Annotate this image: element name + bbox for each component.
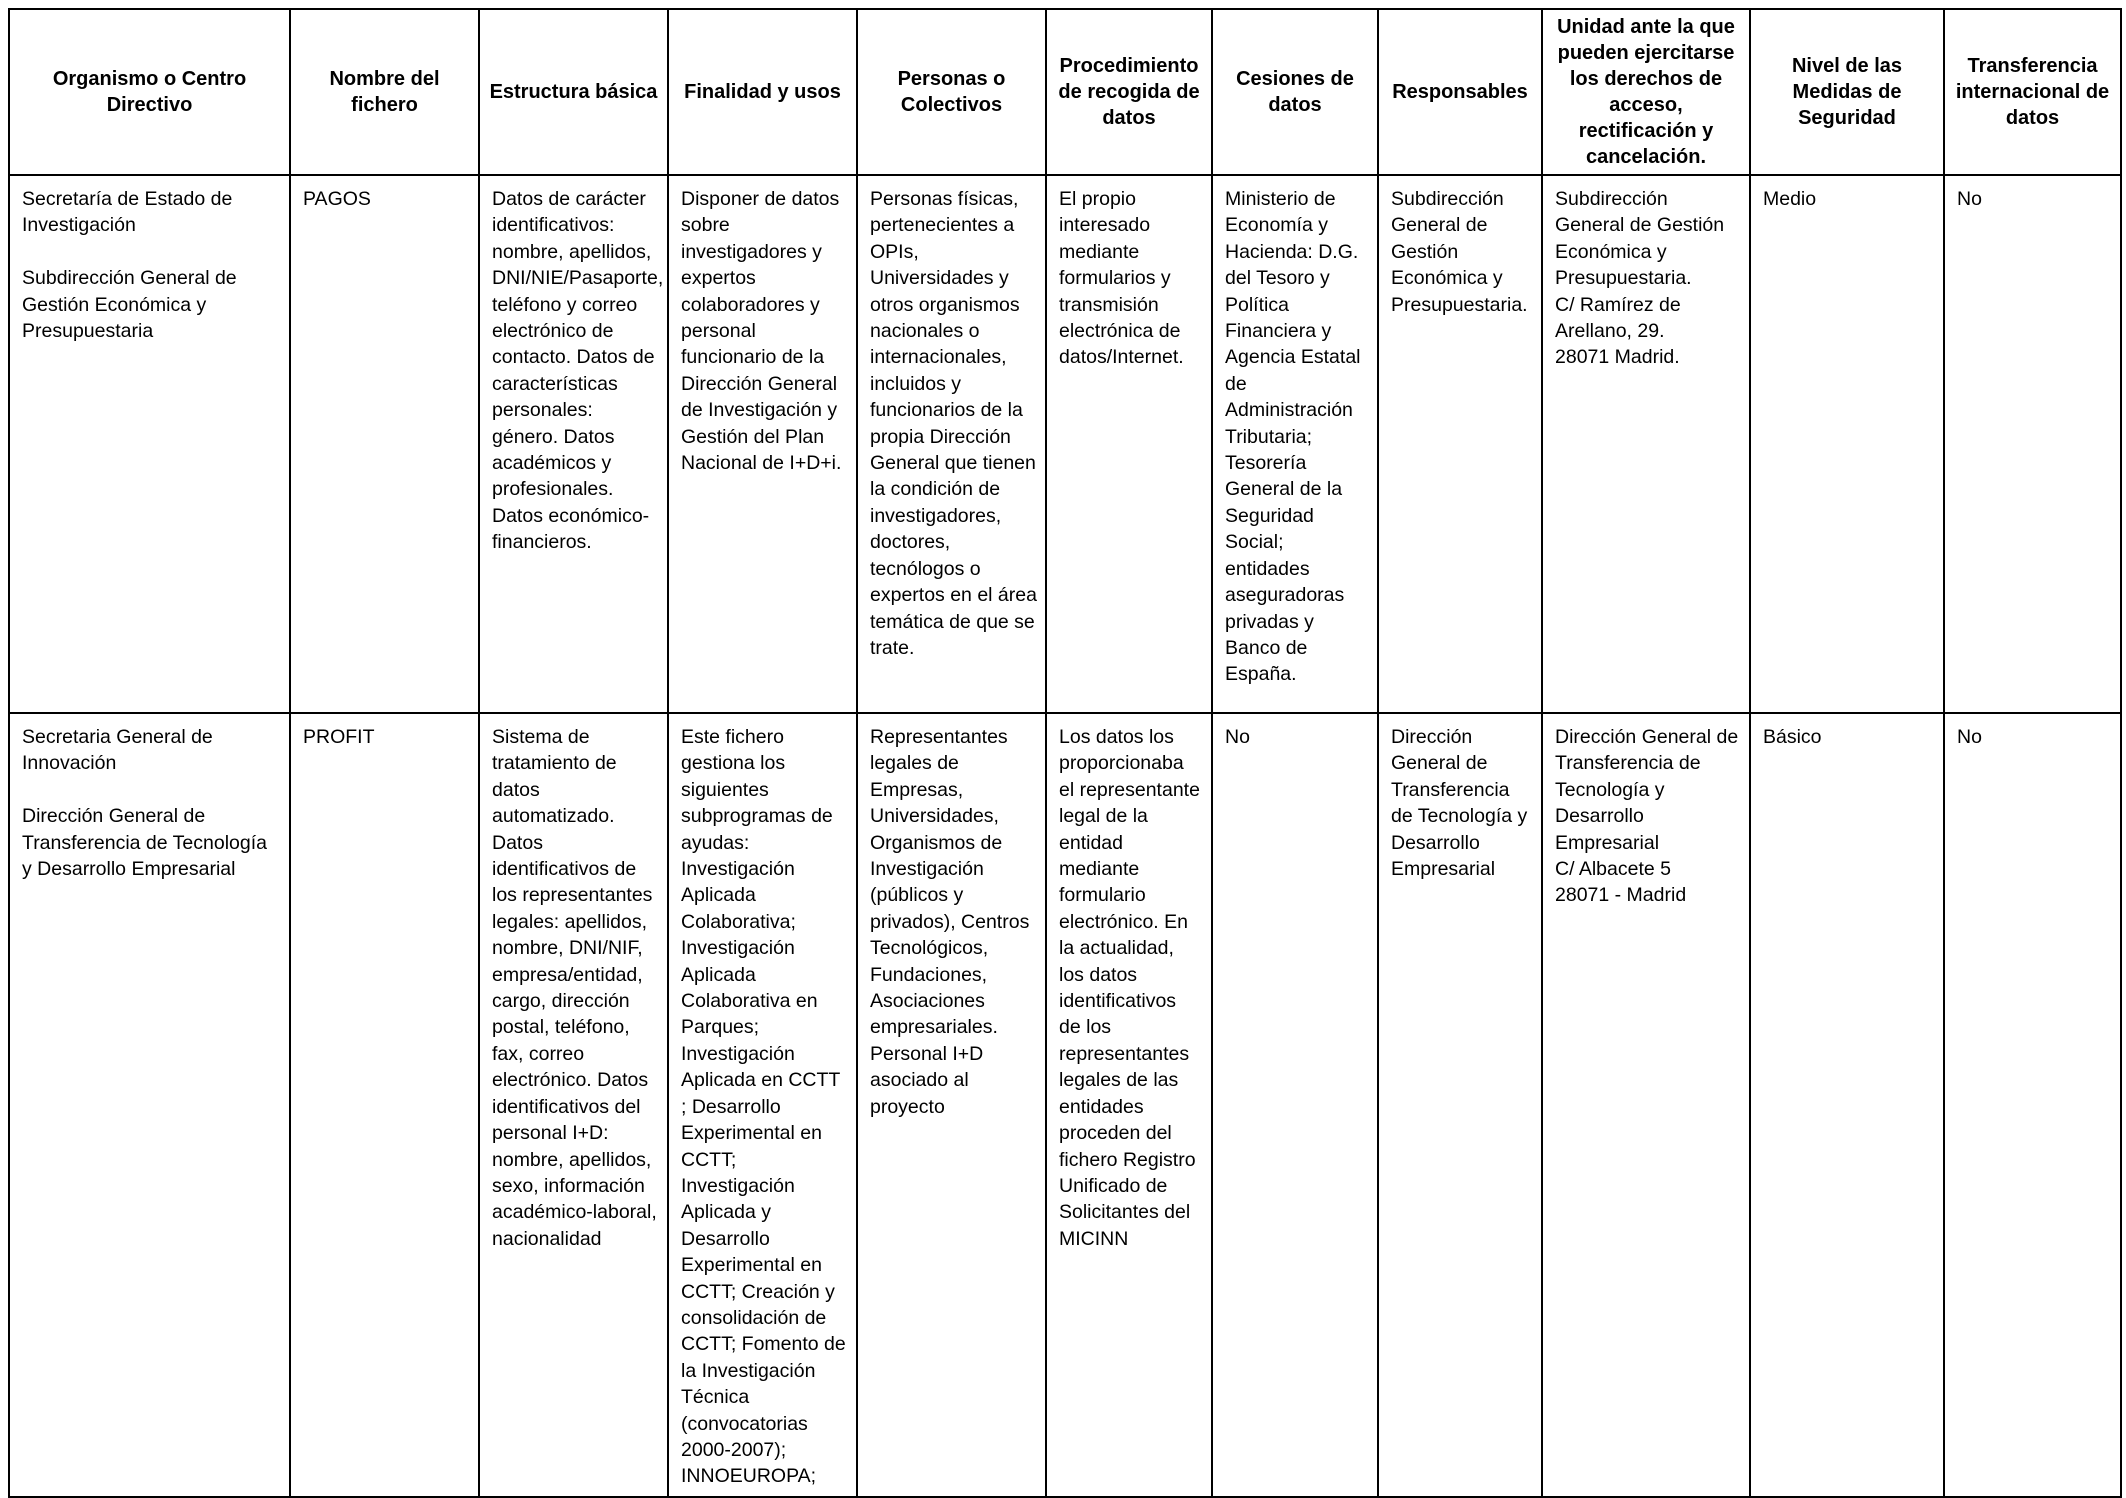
header-cesiones: Cesiones de datos xyxy=(1212,9,1378,175)
cell-responsables: Subdirección General de Gestión Económica y Presupuestaria. xyxy=(1378,175,1542,713)
cell-cesiones: Ministerio de Economía y Hacienda: D.G. del Tesoro y Política Financiera y Agencia Estatal de Administración Tributaria; Tesorería General de la Seguridad Social; entidades aseguradoras privadas y Banco de España. xyxy=(1212,175,1378,713)
header-procedimiento: Procedimiento de recogida de datos xyxy=(1046,9,1212,175)
cell-nivel: Básico xyxy=(1750,713,1944,1497)
cell-estructura: Datos de carácter identificativos: nombre, apellidos, DNI/NIE/Pasaporte, teléfono y correo electrónico de contacto. Datos de características personales: género. Datos académicos y profesionales. Datos económico-financieros. xyxy=(479,175,668,713)
cell-organismo: Secretaria General de Innovación Dirección General de Transferencia de Tecnología y Desarrollo Empresarial xyxy=(9,713,290,1497)
cell-procedimiento: El propio interesado mediante formularios y transmisión electrónica de datos/Internet. xyxy=(1046,175,1212,713)
cell-nivel: Medio xyxy=(1750,175,1944,713)
cell-transferencia: No xyxy=(1944,175,2121,713)
cell-organismo: Secretaría de Estado de Investigación Subdirección General de Gestión Económica y Presupuestaria xyxy=(9,175,290,713)
cell-unidad: Dirección General de Transferencia de Tecnología y Desarrollo Empresarial C/ Albacete 5 28071 - Madrid xyxy=(1542,713,1750,1497)
header-transferencia: Transferencia internacional de datos xyxy=(1944,9,2121,175)
header-unidad: Unidad ante la que pueden ejercitarse los derechos de acceso, rectificación y cancelación. xyxy=(1542,9,1750,175)
table-header-row xyxy=(9,9,2121,175)
header-nivel-seguridad: Nivel de las Medidas de Seguridad xyxy=(1750,9,1944,175)
cell-estructura: Sistema de tratamiento de datos automatizado. Datos identificativos de los representantes legales: apellidos, nombre, DNI/NIF, empresa/entidad, cargo, dirección postal, teléfono, fax, correo electrónico. Datos identificativos del personal I+D: nombre, apellidos, sexo, información académico-laboral, nacionalidad xyxy=(479,713,668,1497)
header-personas: Personas o Colectivos xyxy=(857,9,1046,175)
cell-transferencia: No xyxy=(1944,713,2121,1497)
data-files-table xyxy=(8,8,2122,1498)
cell-responsables: Dirección General de Transferencia de Tecnología y Desarrollo Empresarial xyxy=(1378,713,1542,1497)
cell-finalidad: Este fichero gestiona los siguientes subprogramas de ayudas: Investigación Aplicada Colaborativa; Investigación Aplicada Colaborativa en Parques; Investigación Aplicada en CCTT ; Desarrollo Experimental en CCTT; Investigación Aplicada y Desarrollo Experimental en CCTT; Creación y consolidación de CCTT; Fomento de la Investigación Técnica (convocatorias 2000-2007); INNOEUROPA; xyxy=(668,713,857,1497)
cell-personas: Representantes legales de Empresas, Universidades, Organismos de Investigación (públicos y privados), Centros Tecnológicos, Fundaciones, Asociaciones empresariales. Personal I+D asociado al proyecto xyxy=(857,713,1046,1497)
cell-cesiones: No xyxy=(1212,713,1378,1497)
table-row xyxy=(9,175,2121,713)
cell-nombre: PROFIT xyxy=(290,713,479,1497)
cell-procedimiento: Los datos los proporcionaba el representante legal de la entidad mediante formulario electrónico. En la actualidad, los datos identificativos de los representantes legales de las entidades proceden del fichero Registro Unificado de Solicitantes del MICINN xyxy=(1046,713,1212,1497)
cell-finalidad: Disponer de datos sobre investigadores y expertos colaboradores y personal funcionario de la Dirección General de Investigación y Gestión del Plan Nacional de I+D+i. xyxy=(668,175,857,713)
cell-unidad: Subdirección General de Gestión Económica y Presupuestaria. C/ Ramírez de Arellano, 29. 28071 Madrid. xyxy=(1542,175,1750,713)
cell-nombre: PAGOS xyxy=(290,175,479,713)
header-responsables: Responsables xyxy=(1378,9,1542,175)
header-estructura: Estructura básica xyxy=(479,9,668,175)
cell-personas: Personas físicas, pertenecientes a OPIs, Universidades y otros organismos nacionales o internacionales, incluidos y funcionarios de la propia Dirección General que tienen la condición de investigadores, doctores, tecnólogos o expertos en el área temática de que se trate. xyxy=(857,175,1046,713)
table-row xyxy=(9,713,2121,1497)
header-finalidad: Finalidad y usos xyxy=(668,9,857,175)
header-organismo: Organismo o Centro Directivo xyxy=(9,9,290,175)
header-nombre-fichero: Nombre del fichero xyxy=(290,9,479,175)
